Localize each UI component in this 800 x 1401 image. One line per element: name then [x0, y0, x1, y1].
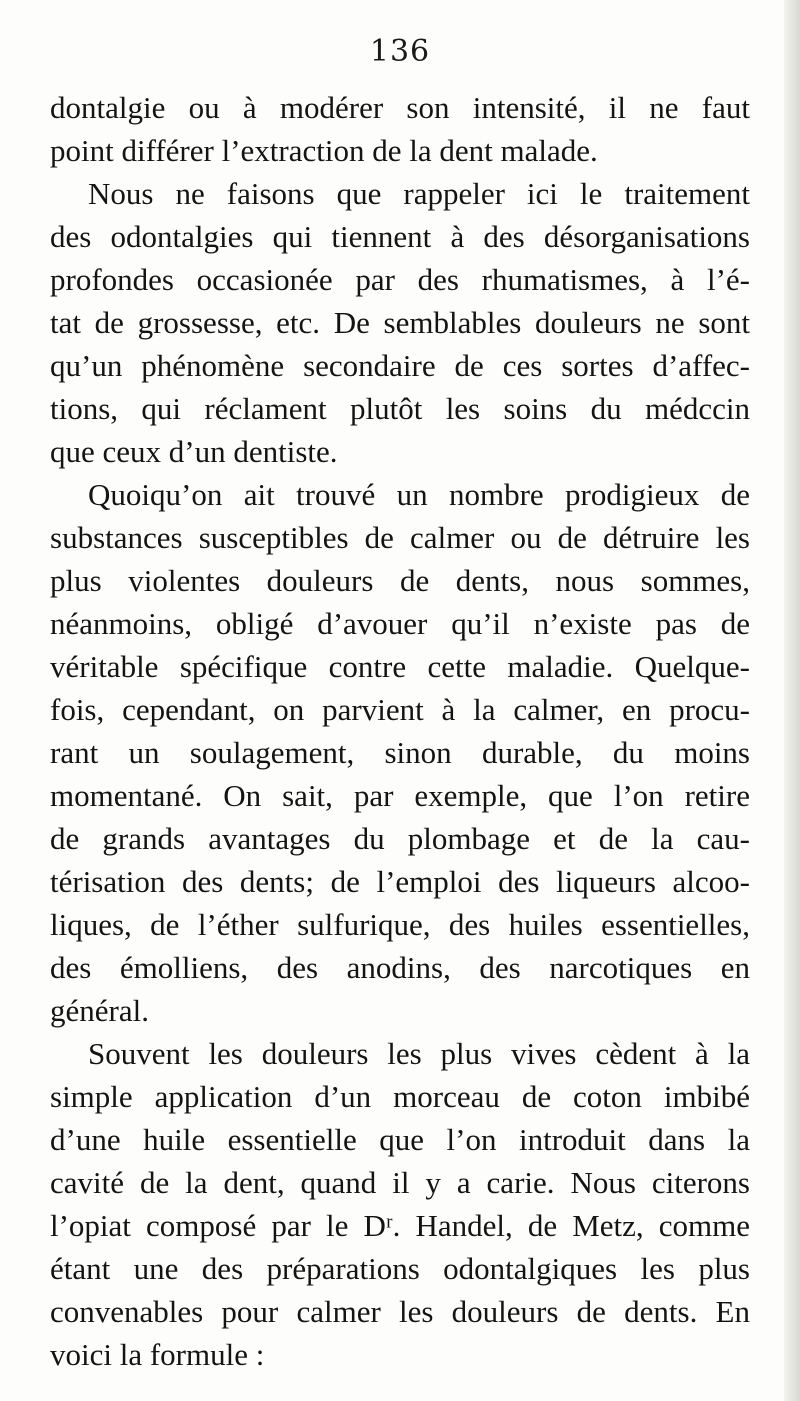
text-line: Quoiqu’on ait trouvé un nombre prodigieux de: [88, 477, 750, 512]
text-line: voici la formule :: [50, 1337, 265, 1372]
text-line: profondes occasionée par des rhumatismes, à l’é-: [50, 262, 750, 297]
text-line: convenables pour calmer les douleurs de dents. En: [50, 1294, 750, 1329]
text-line: térisation des dents; de l’emploi des liqueurs alcoo-: [50, 864, 750, 899]
paragraph: [50, 1032, 750, 1376]
paragraph: [50, 172, 750, 473]
page-edge-shadow: [784, 0, 800, 1401]
page-number: 136: [369, 34, 431, 69]
text-line: cavité de la dent, quand il y a carie. Nous citerons: [50, 1165, 750, 1200]
text-line: dontalgie ou à modérer son intensité, il ne faut: [50, 90, 750, 125]
text-line: néanmoins, obligé d’avouer qu’il n’existe pas de: [50, 606, 750, 641]
body-text: [50, 86, 750, 1376]
paragraph: [50, 86, 750, 172]
text-line: des émolliens, des anodins, des narcotiques en: [50, 950, 750, 985]
text-line: Nous ne faisons que rappeler ici le traitement: [88, 176, 750, 211]
text-line: point différer l’extraction de la dent malade.: [50, 133, 598, 168]
text-line: tions, qui réclament plutôt les soins du médccin: [50, 391, 750, 426]
text-line: liques, de l’éther sulfurique, des huiles essentielles,: [50, 907, 750, 942]
text-line: de grands avantages du plombage et de la cau-: [50, 821, 750, 856]
text-line: simple application d’un morceau de coton imbibé: [50, 1079, 750, 1114]
text-line: Souvent les douleurs les plus vives cèdent à la: [88, 1036, 750, 1071]
text-line: des odontalgies qui tiennent à des désorganisations: [50, 219, 750, 254]
text-line: étant une des préparations odontalgiques les plus: [50, 1251, 750, 1286]
text-line: tat de grossesse, etc. De semblables douleurs ne sont: [50, 305, 750, 340]
text-line: l’opiat composé par le Dʳ. Handel, de Metz, comme: [50, 1208, 750, 1243]
text-line: substances susceptibles de calmer ou de détruire les: [50, 520, 750, 555]
text-line: fois, cependant, on parvient à la calmer, en procu-: [50, 692, 750, 727]
text-line: général.: [50, 993, 149, 1028]
text-line: que ceux d’un dentiste.: [50, 434, 338, 469]
text-line: véritable spécifique contre cette maladie. Quelque-: [50, 649, 750, 684]
text-line: plus violentes douleurs de dents, nous sommes,: [50, 563, 750, 598]
text-line: d’une huile essentielle que l’on introduit dans la: [50, 1122, 750, 1157]
text-line: rant un soulagement, sinon durable, du moins: [50, 735, 750, 770]
paragraph: [50, 473, 750, 1032]
text-line: momentané. On sait, par exemple, que l’on retire: [50, 778, 750, 813]
text-line: qu’un phénomène secondaire de ces sortes d’affec-: [50, 348, 750, 383]
